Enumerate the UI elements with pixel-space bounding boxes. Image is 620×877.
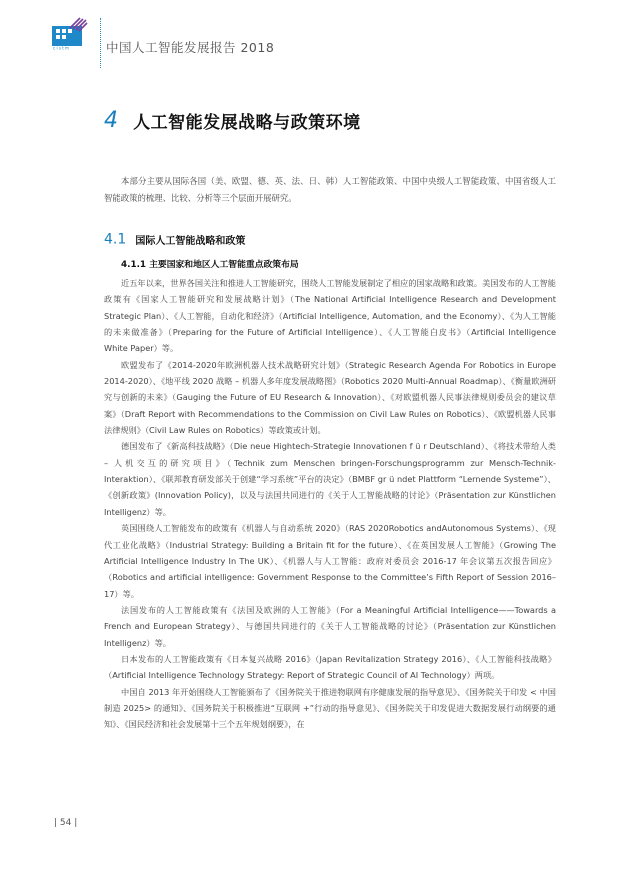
paragraph-germany: 德国发布了《新高科技战略》（Die neue Hightech-Strategie Innovationen f ü r Deutschland）、《将技术带给人类 – 人机交互的研究项目》（Technik zum Menschen bringen-Forschungsprogramm zur Mensch-Technik-Interaktion）、《联邦教育研发部关于创建“学习系统”平台的决定》（BMBF gr ü ndet Plattform “Lernende Systeme”）、《创新政策》(Innovation Policy)，以及与法国共同进行的《关于人工智能战略的讨论》（Präsentation zur Künstlichen Intelligenz）等。: [104, 441, 556, 517]
header-divider: [100, 18, 101, 68]
page-number: | 54 |: [54, 818, 78, 828]
svg-text:c i s t m: c i s t m: [53, 45, 69, 50]
section-number: 4.1: [104, 231, 127, 248]
body-text: [104, 275, 556, 733]
chapter-heading: [104, 108, 361, 133]
paragraph-china: 中国自 2013 年开始围绕人工智能颁布了《国务院关于推进物联网有序健康发展的指导意见》、《国务院关于印发 < 中国制造 2025> 的通知》、《国务院关于积极推进“互联网 +”行动的指导意见》、《国务院关于印发促进大数据发展行动纲要的通知》、《国民经济和社会发展第十三个五年规划纲要》，在: [104, 686, 556, 730]
paragraph-japan: 日本发布的人工智能政策有《日本复兴战略 2016》（Japan Revitalization Strategy 2016）、《人工智能科技战略》（Artificial Intelligence Technology Strategy: Report of Strategic Council of AI Technology）两项。: [104, 653, 556, 681]
chapter-title: 人工智能发展战略与政策环境: [133, 113, 361, 133]
section-title: 国际人工智能战略和政策: [135, 236, 246, 247]
paragraph-usa: 近五年以来，世界各国关注和推进人工智能研究，围绕人工智能发展制定了相应的国家战略和政策。美国发布的人工智能政策有《国家人工智能研究和发展战略计划》（The National Artificial Intelligence Research and Development Strategic Plan）、《人工智能，自动化和经济》（Artificial Intelligence, Automation, and the Economy）、《为人工智能的未来做准备》（Preparing for the Future of Artificial Intelligence）、《人工智能白皮书》（Artificial Intelligence White Paper）等。: [104, 278, 556, 354]
paragraph-france: 法国发布的人工智能政策有《法国及欧洲的人工智能》（For a Meaningful Artificial Intelligence——Towards a French and European Strategy）、与德国共同进行的《关于人工智能战略的讨论》（Präsentation zur Künstlichen Intelligenz）等。: [104, 604, 556, 648]
paragraph-eu: 欧盟发布了《2014-2020年欧洲机器人技术战略研究计划》（Strategic Research Agenda For Robotics in Europe 2014-2020）、《地平线 2020 战略 – 机器人多年度发展战略图》（Robotics 2020 Multi-Annual Roadmap）、《衡量欧洲研究与创新的未来》（Gauging the Future of EU Research & Innovation）、《对欧盟机器人民事法律规则委员会的建议草案》（Draft Report with Recommendations to the Commission on Civil Law Rules on Robotics）、《欧盟机器人民事法律规则》（Civil Law Rules on Robotics）等政策或计划。: [104, 359, 556, 436]
cistm-logo: [52, 16, 88, 50]
report-title: 中国人工智能发展报告 2018: [106, 40, 275, 55]
subsection-heading: 4.1.1 主要国家和地区人工智能重点政策布局: [121, 260, 299, 270]
chapter-intro: 本部分主要从国际各国（美、欧盟、德、英、法、日、韩）人工智能政策、中国中央级人工智能政策、中国省级人工智能政策的梳理、比较、分析等三个层面开展研究。: [104, 176, 556, 204]
paragraph-uk: 英国围绕人工智能发布的政策有《机器人与自动系统 2020》（RAS 2020Robotics andAutonomous Systems）、《现代工业化战略》（Industrial Strategy: Building a Britain fit for the future）、《在英国发展人工智能》（Growing The Artificial Intelligence Industry In The UK）、《机器人与人工智能：政府对委员会 2016-17 年会议第五次报告回应》（Robotics and artificial intelligence: Government Response to the Committee’s Fifth Report of Session 2016–17）等。: [104, 523, 556, 599]
chapter-number: 4: [104, 108, 118, 133]
section-heading: [104, 229, 245, 248]
